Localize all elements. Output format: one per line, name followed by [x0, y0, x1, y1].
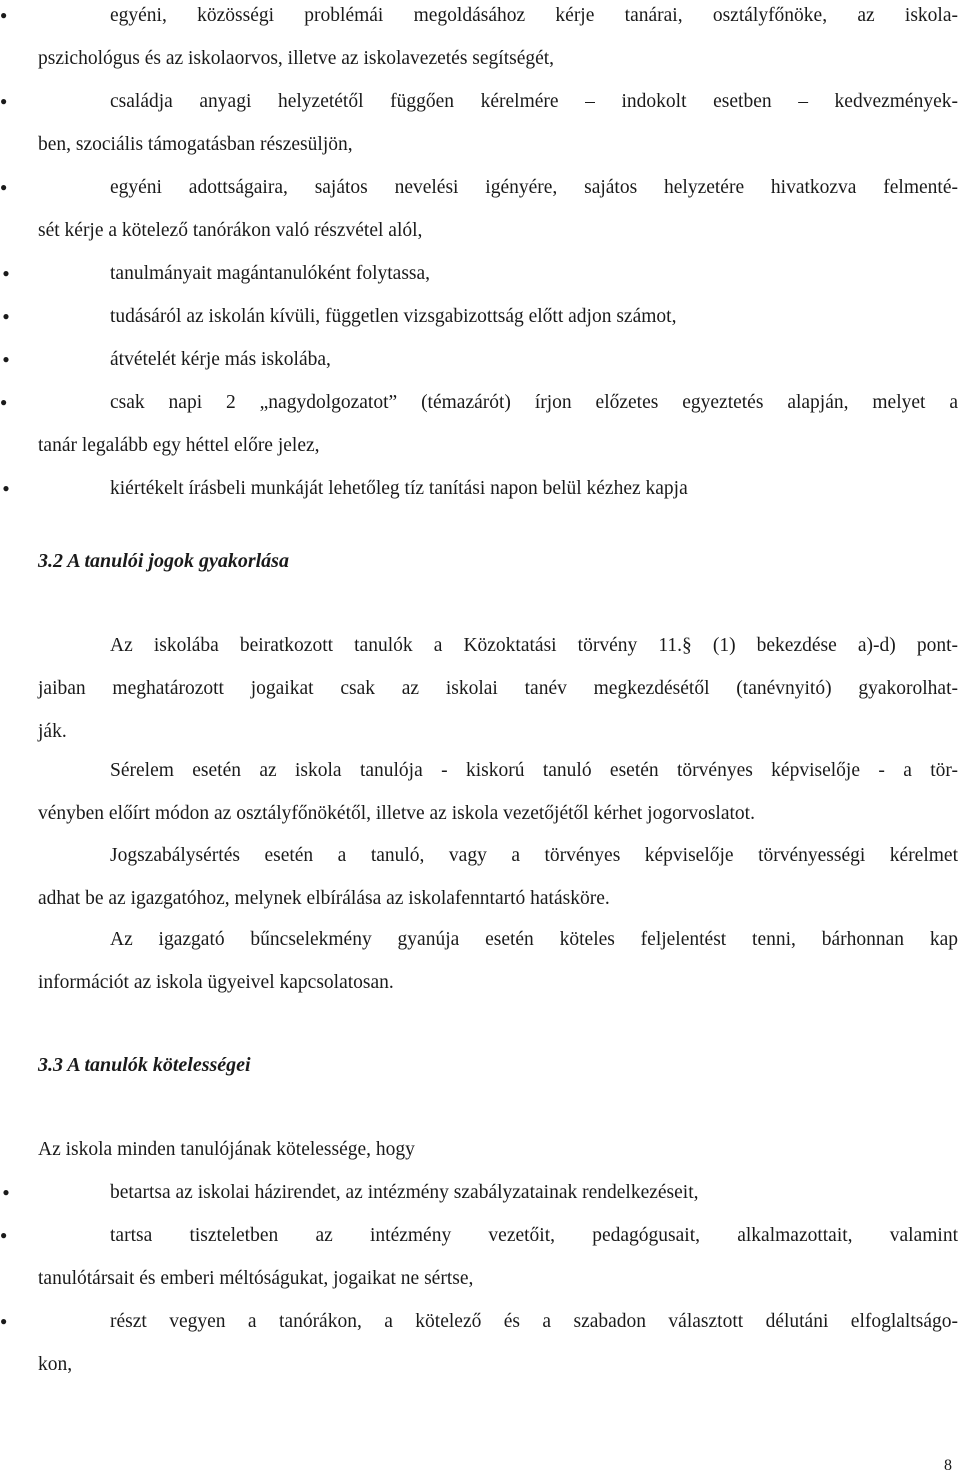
list-item-line: ● csak napi 2 „nagydolgozatot” (témazárót) írjon előzetes egyeztetés alapján, melyet a — [38, 381, 958, 424]
paragraph-line: Az iskola minden tanulójának kötelessége, hogy — [38, 1139, 415, 1160]
bullet-icon: ● — [0, 8, 8, 22]
list-item-line: ● családja anyagi helyzetétől függően kérelmére – indokolt esetben – kedvezmények- — [38, 80, 958, 123]
bullet-icon: ● — [2, 481, 10, 495]
bullet-icon: ● — [2, 1185, 10, 1199]
paragraph-line: információt az iskola ügyeivel kapcsolatosan. — [38, 972, 394, 993]
list-item-line: tanulótársait és emberi méltóságukat, jogaikat ne sértse, — [38, 1268, 474, 1289]
bullet-icon: ● — [0, 395, 8, 409]
bullet-icon: ● — [0, 1228, 8, 1242]
list-item-line: sét kérje a kötelező tanórákon való részvétel alól, — [38, 220, 423, 241]
list-item-line: ben, szociális támogatásban részesüljön, — [38, 134, 353, 155]
paragraph-line: ják. — [38, 721, 67, 742]
list-item-line: pszichológus és az iskolaorvos, illetve az iskolavezetés segítségét, — [38, 48, 555, 69]
list-item-line: kon, — [38, 1354, 73, 1375]
bullet-icon: ● — [0, 94, 8, 108]
paragraph-line: vényben előírt módon az osztályfőnökétől, illetve az iskola vezetőjétől kérhet jogorvoslatot. — [38, 803, 755, 824]
paragraph-line: adhat be az igazgatóhoz, melynek elbírálása az iskolafenntartó hatásköre. — [38, 888, 610, 909]
bullet-icon: ● — [2, 309, 10, 323]
rights-list — [0, 0, 958, 510]
list-item-line: ● részt vegyen a tanórákon, a kötelező és a szabadon választott délutáni elfoglaltságo- — [38, 1300, 958, 1343]
paragraph-line: jaiban meghatározott jogaikat csak az iskolai tanév megkezdésétől (tanévnyitó) gyakorolhat- — [38, 678, 958, 699]
list-item-line: ● tanulmányait magántanulóként folytassa, — [38, 252, 958, 295]
list-item-line: ● átvételét kérje más iskolába, — [38, 338, 958, 381]
list-item-line: ● tartsa tiszteletben az intézmény vezetőit, pedagógusait, alkalmazottait, valamint — [38, 1214, 958, 1257]
page-number: 8 — [944, 1457, 952, 1474]
paragraph-line: Jogszabálysértés esetén a tanuló, vagy a törvényes képviselője törvényességi kérelmet — [110, 845, 958, 866]
paragraph — [38, 834, 958, 920]
paragraph-line: Sérelem esetén az iskola tanulója - kiskorú tanuló esetén törvényes képviselője - a tör- — [110, 760, 958, 781]
paragraph — [38, 624, 958, 753]
bullet-icon: ● — [2, 266, 10, 280]
paragraph-line: Az igazgató bűncselekmény gyanúja esetén köteles feljelentést tenni, bárhonnan kap — [110, 929, 958, 950]
bullet-icon: ● — [0, 180, 8, 194]
list-item-line: ● betartsa az iskolai házirendet, az intézmény szabályzatainak rendelkezéseit, — [38, 1171, 958, 1214]
list-item-line: ● egyéni, közösségi problémái megoldásához kérje tanárai, osztályfőnöke, az iskola- — [38, 0, 958, 37]
bullet-icon: ● — [2, 352, 10, 366]
list-item-line: ● egyéni adottságaira, sajátos nevelési igényére, sajátos helyzetére hivatkozva felmenté- — [38, 166, 958, 209]
list-item-line: tanár legalább egy héttel előre jelez, — [38, 435, 320, 456]
list-item-line: ● tudásáról az iskolán kívüli, független vizsgabizottság előtt adjon számot, — [38, 295, 958, 338]
section-heading: 3.3 A tanulók kötelességei — [38, 1054, 251, 1076]
paragraph — [38, 918, 958, 1004]
paragraph-line: Az iskolába beiratkozott tanulók a Közoktatási törvény 11.§ (1) bekezdése a)-d) pont- — [110, 635, 958, 656]
paragraph — [38, 749, 958, 835]
list-item-line: ● kiértékelt írásbeli munkáját lehetőleg tíz tanítási napon belül kézhez kapja — [38, 467, 958, 510]
bullet-icon: ● — [0, 1314, 8, 1328]
duties-list — [0, 1171, 958, 1386]
paragraph — [38, 1128, 958, 1171]
section-heading: 3.2 A tanulói jogok gyakorlása — [38, 550, 289, 572]
